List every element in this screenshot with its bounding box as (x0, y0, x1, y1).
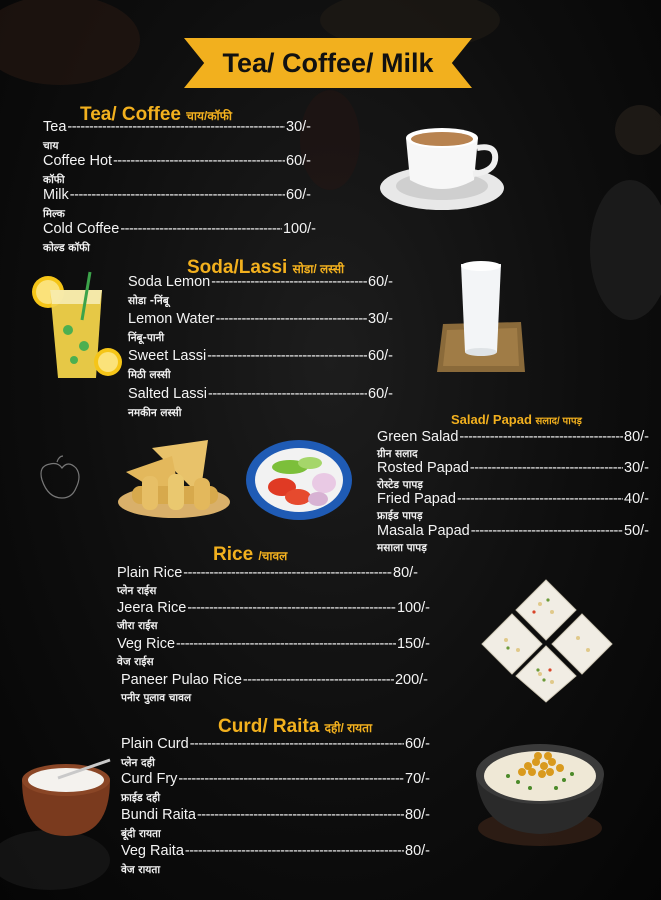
dot-leader (197, 807, 404, 823)
item-name-hi: पनीर पुलाव चावल (121, 692, 192, 704)
item-name: Paneer Pulao Rice (121, 672, 242, 688)
rice-heading (213, 544, 287, 566)
menu-item (128, 386, 393, 402)
rice-heading-en: Rice (213, 544, 254, 565)
item-name: Milk (43, 187, 69, 203)
item-name: Plain Rice (117, 565, 183, 581)
item-price: 80/- (393, 565, 418, 581)
curd-bowl-image (18, 756, 114, 840)
item-name: Tea (43, 119, 67, 135)
item-price: 100/- (282, 221, 316, 237)
lassi-glass-image (435, 260, 531, 374)
item-price: 30/- (286, 119, 311, 135)
dot-leader (70, 187, 285, 203)
rice-dishes-image (478, 578, 618, 704)
menu-item (377, 460, 649, 476)
item-name-hi: चाय (43, 140, 59, 152)
item-name-hi: फ्राईड दही (121, 792, 161, 804)
item-price: 60/- (368, 348, 393, 364)
menu-item (117, 636, 430, 652)
item-name: Bundi Raita (121, 807, 196, 823)
menu-item (377, 429, 649, 445)
item-name: Coffee Hot (43, 153, 113, 169)
curd-raita-heading-hi: दही/ रायता (324, 721, 373, 735)
item-name: Masala Papad (377, 523, 470, 539)
tea-coffee-heading-en: Tea/ Coffee (80, 104, 182, 125)
item-name: Jeera Rice (117, 600, 187, 616)
papad-image (112, 436, 236, 522)
item-name-hi: मिठी लस्सी (128, 369, 171, 381)
item-name-hi: कोल्ड कॉफी (43, 242, 90, 254)
item-name: Sweet Lassi (128, 348, 207, 364)
dot-leader (176, 636, 396, 652)
item-name-hi: बूंदी रायता (121, 828, 161, 840)
item-name-hi: वेज रायता (121, 864, 161, 876)
item-price: 60/- (405, 736, 430, 752)
salad-papad-heading (451, 412, 582, 427)
salad-papad-heading-en: Salad/ Papad (451, 412, 532, 427)
item-name: Cold Coffee (43, 221, 120, 237)
item-name: Soda Lemon (128, 274, 211, 290)
menu-item (128, 274, 393, 290)
dot-leader (178, 771, 404, 787)
menu-item (128, 348, 393, 364)
dot-leader (457, 491, 623, 507)
dot-leader (471, 523, 623, 539)
item-name-hi: निंबू-पानी (128, 332, 165, 344)
menu-item (43, 221, 316, 237)
item-name: Fried Papad (377, 491, 456, 507)
dot-leader (190, 736, 404, 752)
menu-item (377, 523, 649, 539)
dot-leader (187, 600, 396, 616)
salad-plate-image (244, 437, 354, 523)
dot-leader (459, 429, 623, 445)
item-name-hi: रोस्टेड पापड़ (377, 479, 423, 491)
item-name-hi: फ्राईड पापड़ (377, 510, 423, 522)
menu-item (117, 565, 418, 581)
item-name-hi: नमकीन लस्सी (128, 407, 182, 419)
soda-lassi-heading-en: Soda/Lassi (187, 257, 288, 278)
item-name-hi: सोडा -निंबू (128, 295, 169, 307)
item-price: 100/- (396, 600, 430, 616)
item-name: Salted Lassi (128, 386, 207, 402)
salad-papad-heading-hi: सलाद/ पापड़ (535, 416, 582, 427)
item-price: 70/- (405, 771, 430, 787)
menu-item (43, 153, 311, 169)
tea-coffee-heading-hi: चाय/कॉफी (186, 109, 233, 123)
dot-leader (208, 386, 367, 402)
item-name-hi: प्लेन दही (121, 757, 155, 769)
menu-item (121, 736, 430, 752)
item-price: 80/- (405, 807, 430, 823)
menu-item (377, 491, 649, 507)
menu-item (43, 187, 311, 203)
item-name: Curd Fry (121, 771, 178, 787)
dot-leader (183, 565, 392, 581)
item-name-hi: मसाला पापड़ (377, 542, 427, 554)
coffee-cup-image (378, 120, 512, 216)
item-price: 80/- (624, 429, 649, 445)
item-name-hi: ग्रीन सलाद (377, 448, 418, 460)
dot-leader (211, 274, 367, 290)
item-price: 80/- (405, 843, 430, 859)
item-name-hi: वेज राईस (117, 656, 154, 668)
item-name: Green Salad (377, 429, 459, 445)
menu-item (128, 311, 393, 327)
item-name: Plain Curd (121, 736, 189, 752)
menu-item (121, 843, 430, 859)
dot-leader (243, 672, 394, 688)
dot-leader (120, 221, 282, 237)
curd-raita-heading (218, 716, 372, 738)
item-name-hi: प्लेन राईस (117, 585, 157, 597)
dot-leader (470, 460, 623, 476)
item-price: 50/- (624, 523, 649, 539)
item-name: Veg Rice (117, 636, 176, 652)
item-name: Rosted Papad (377, 460, 469, 476)
menu-item (121, 771, 430, 787)
dot-leader (113, 153, 285, 169)
menu-item (121, 807, 430, 823)
item-name: Veg Raita (121, 843, 184, 859)
lemonade-glass-image (28, 270, 123, 384)
item-price: 150/- (396, 636, 430, 652)
item-name-hi: कॉफी (43, 174, 65, 186)
curd-raita-heading-en: Curd/ Raita (218, 716, 320, 737)
item-price: 60/- (286, 153, 311, 169)
dot-leader (67, 119, 285, 135)
item-price: 60/- (286, 187, 311, 203)
item-price: 40/- (624, 491, 649, 507)
item-price: 60/- (368, 386, 393, 402)
page-title: Tea/ Coffee/ Milk (222, 48, 434, 78)
menu-item (117, 600, 430, 616)
item-price: 60/- (368, 274, 393, 290)
item-price: 30/- (624, 460, 649, 476)
menu-item (43, 119, 311, 135)
rice-heading-hi: /चावल (258, 549, 288, 563)
item-price: 30/- (368, 311, 393, 327)
item-price: 200/- (394, 672, 428, 688)
item-name: Lemon Water (128, 311, 215, 327)
soda-lassi-heading-hi: सोडा/ लस्सी (292, 262, 345, 276)
menu-item (121, 672, 428, 688)
item-name-hi: मिल्क (43, 208, 65, 220)
dot-leader (216, 311, 368, 327)
item-name-hi: जीरा राईस (117, 620, 158, 632)
dot-leader (207, 348, 367, 364)
raita-bowl-image (472, 732, 608, 850)
dot-leader (185, 843, 404, 859)
